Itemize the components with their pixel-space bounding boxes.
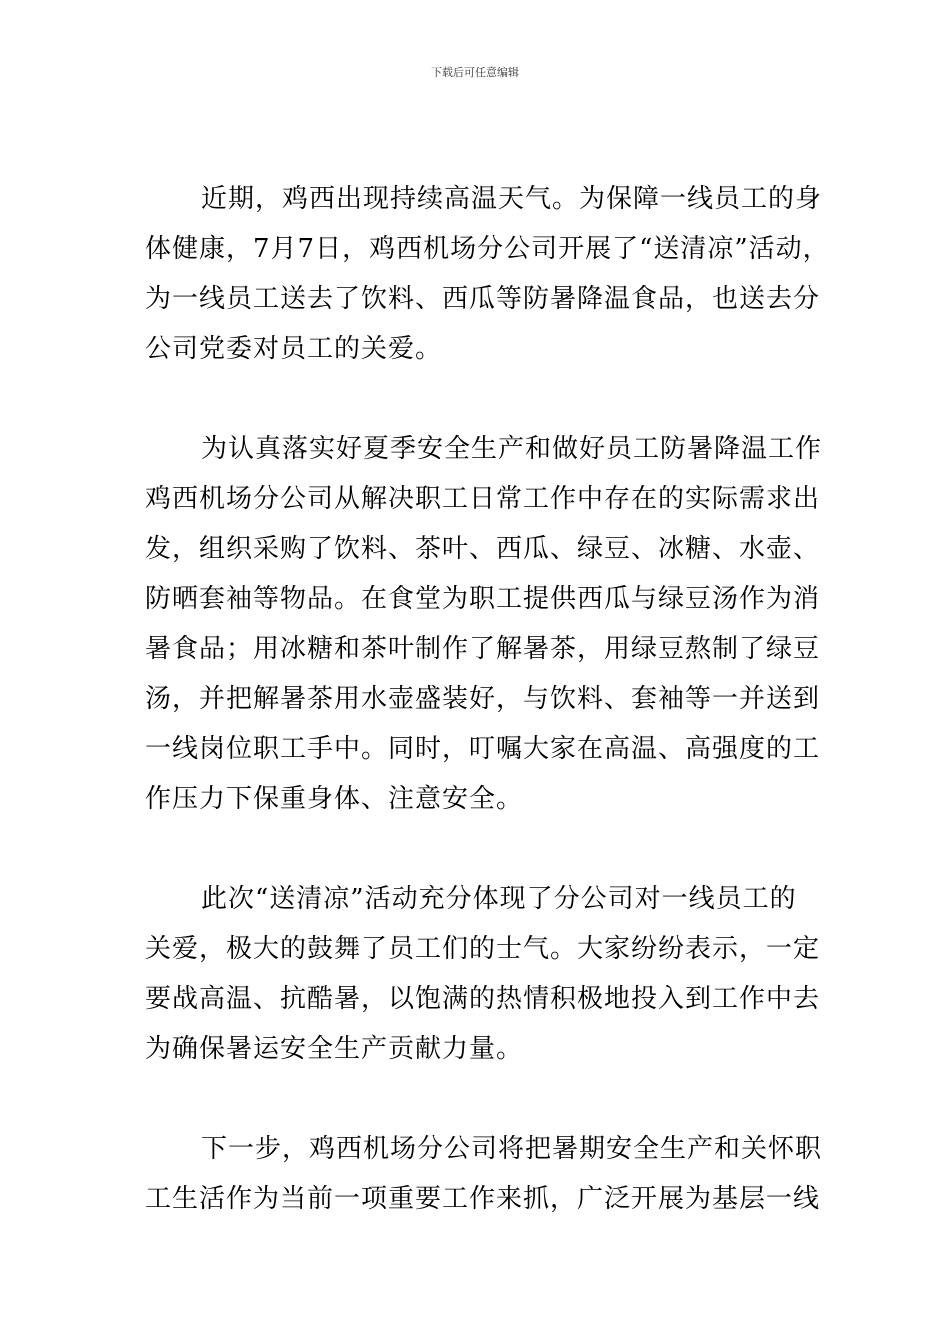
text-line: 鸡西机场分公司从解决职工日常工作中存在的实际需求出	[145, 484, 821, 514]
text-line: 暑食品；用冰糖和茶叶制作了解暑茶，用绿豆熬制了绿豆	[145, 634, 821, 664]
text-line: 作压力下保重身体、注意安全。	[145, 784, 524, 814]
text-line: 此次“送清凉”活动充分体现了分公司对一线员工的	[201, 884, 797, 914]
header-note: 下载后可任意编辑	[431, 66, 519, 79]
text-line: 要战高温、抗酷暑，以饱满的热情积极地投入到工作中去	[145, 984, 821, 1014]
text-line: 汤，并把解暑茶用水壶盛装好，与饮料、套袖等一并送到	[145, 684, 821, 714]
text-line: 工生活作为当前一项重要工作来抓，广泛开展为基层一线	[145, 1184, 821, 1214]
text-line: 为确保暑运安全生产贡献力量。	[145, 1034, 524, 1064]
text-line: 为一线员工送去了饮料、西瓜等防暑降温食品，也送去分	[145, 284, 821, 314]
paragraph-2	[145, 424, 823, 824]
text-line: 一线岗位职工手中。同时，叮嘱大家在高温、高强度的工	[145, 734, 821, 764]
text-line: 下一步，鸡西机场分公司将把暑期安全生产和关怀职	[201, 1134, 823, 1164]
paragraph-1	[145, 174, 830, 374]
text-line: 体健康，7月7日，鸡西机场分公司开展了“送清凉”活动，	[145, 234, 830, 264]
text-line: 为认真落实好夏季安全生产和做好员工防暑降温工作	[201, 434, 823, 464]
text-line: 近期，鸡西出现持续高温天气。为保障一线员工的身	[201, 184, 823, 214]
text-line: 发，组织采购了饮料、茶叶、西瓜、绿豆、冰糖、水壶、	[145, 534, 821, 564]
paragraph-4	[145, 1124, 823, 1224]
text-line: 公司党委对员工的关爱。	[145, 334, 443, 364]
text-line: 关爱，极大的鼓舞了员工们的士气。大家纷纷表示，一定	[145, 934, 821, 964]
paragraph-3	[145, 874, 821, 1074]
text-line: 防晒套袖等物品。在食堂为职工提供西瓜与绿豆汤作为消	[145, 584, 821, 614]
document-body	[145, 174, 830, 1274]
